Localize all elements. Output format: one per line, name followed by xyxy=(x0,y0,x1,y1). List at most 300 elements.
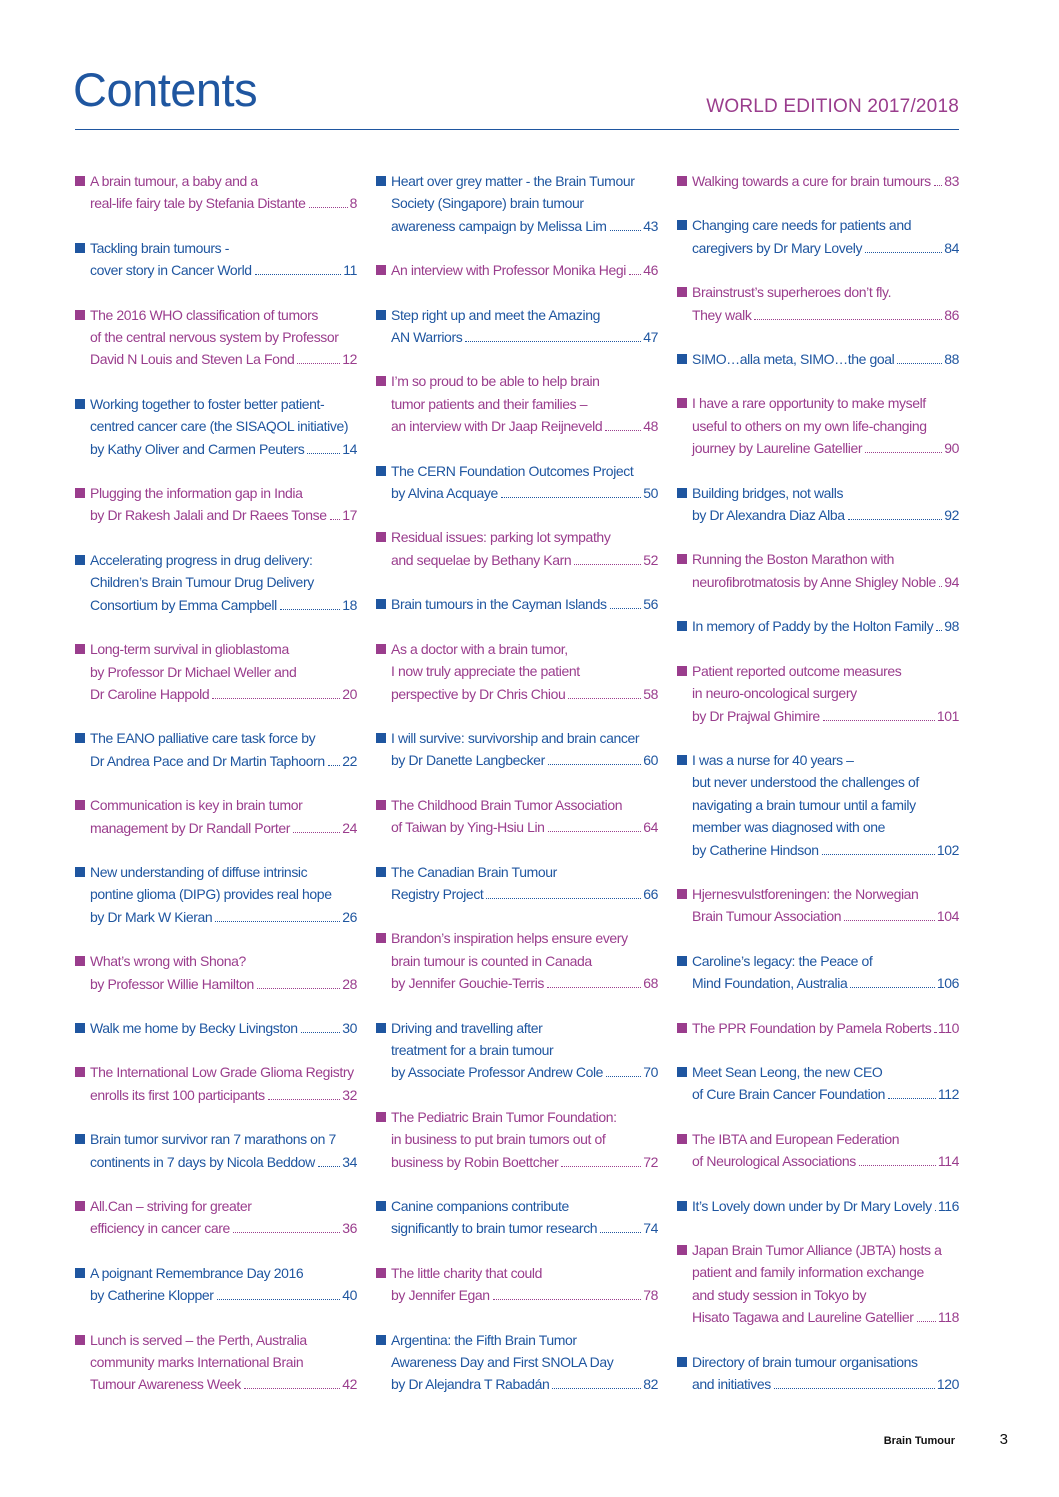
bullet-square-icon xyxy=(376,466,386,476)
toc-entry-title: Communication is key in brain tumor xyxy=(90,797,303,814)
toc-entry-title-end: Hisato Tagawa and Laureline Gatellier xyxy=(692,1309,914,1326)
toc-entry-title: As a doctor with a brain tumor, I now truly appreciate the patient xyxy=(391,640,580,680)
toc-entry-title-end: It’s Lovely down under by Dr Mary Lovely xyxy=(692,1197,932,1214)
toc-page-number: 92 xyxy=(944,507,959,524)
toc-entry[interactable] xyxy=(677,1195,959,1217)
dot-leader xyxy=(330,519,341,520)
bullet-square-icon xyxy=(376,1023,386,1033)
dot-leader xyxy=(935,1210,936,1211)
bullet-square-icon xyxy=(75,1023,85,1033)
bullet-square-icon xyxy=(677,1245,687,1255)
toc-entry[interactable] xyxy=(376,638,658,705)
toc-page-number: 60 xyxy=(643,752,658,769)
toc-entry[interactable] xyxy=(75,482,357,527)
toc-page-number: 72 xyxy=(643,1153,658,1170)
toc-entry[interactable] xyxy=(677,348,959,370)
toc-entry-title: I will survive: survivorship and brain cancer xyxy=(391,729,640,746)
dot-leader xyxy=(850,987,934,988)
toc-page-number: 40 xyxy=(342,1287,357,1304)
toc-entry[interactable] xyxy=(75,1262,357,1307)
toc-entry-title: The IBTA and European Federation xyxy=(692,1130,900,1147)
toc-page-number: 74 xyxy=(643,1220,658,1237)
bullet-square-icon xyxy=(75,956,85,966)
bullet-square-icon xyxy=(75,800,85,810)
toc-entry-title-end: significantly to brain tumor research xyxy=(391,1220,598,1237)
toc-entry-title-end: enrolls its first 100 participants xyxy=(90,1086,265,1103)
dot-leader xyxy=(465,341,641,342)
toc-entry-title: Brandon’s inspiration helps ensure every brain tumour is counted in Canada xyxy=(391,930,628,969)
toc-entry-title: Directory of brain tumour organisations xyxy=(692,1353,918,1370)
toc-page-number: 11 xyxy=(343,262,357,279)
toc-entry[interactable] xyxy=(376,1262,658,1307)
toc-entry-title-end: Consortium by Emma Campbell xyxy=(90,596,277,613)
toc-page-number: 114 xyxy=(937,1153,959,1170)
bullet-square-icon xyxy=(677,621,687,631)
toc-entry-title: All.Can – striving for greater xyxy=(90,1198,252,1214)
toc-entry-title: Plugging the information gap in India xyxy=(90,485,303,502)
dot-leader xyxy=(606,1076,641,1077)
dot-leader xyxy=(561,1166,641,1167)
toc-entry-title: Caroline’s legacy: the Peace of xyxy=(692,952,873,969)
dot-leader xyxy=(568,698,641,699)
dot-leader xyxy=(548,764,641,765)
dot-leader xyxy=(822,854,935,855)
toc-entry-title-end: In memory of Paddy by the Holton Family xyxy=(692,618,934,635)
dot-leader xyxy=(244,1388,340,1389)
toc-page-number: 52 xyxy=(643,551,658,568)
toc-entry-title-end: by Associate Professor Andrew Cole xyxy=(391,1064,604,1081)
toc-entry[interactable] xyxy=(677,660,959,727)
toc-page-number: 102 xyxy=(936,841,959,858)
bullet-square-icon xyxy=(75,1335,85,1345)
toc-entry-title-end: neurofibrotmatosis by Anne Shigley Noble xyxy=(692,573,936,590)
bullet-square-icon xyxy=(376,733,386,743)
toc-entry-title-end: of Cure Brain Cancer Foundation xyxy=(692,1086,886,1103)
bullet-square-icon xyxy=(376,1335,386,1345)
dot-leader xyxy=(255,274,342,275)
bullet-square-icon xyxy=(376,1201,386,1211)
toc-entry[interactable] xyxy=(677,749,959,861)
dot-leader xyxy=(848,519,943,520)
toc-entry[interactable] xyxy=(376,170,658,237)
dot-leader xyxy=(309,207,348,208)
toc-entry-title-end: cover story in Cancer World xyxy=(90,262,252,279)
toc-entry-title: Meet Sean Leong, the new CEO xyxy=(692,1063,883,1080)
toc-page-number: 58 xyxy=(643,685,658,702)
dot-leader xyxy=(293,832,340,833)
toc-entry-title-end: efficiency in cancer care xyxy=(90,1220,230,1237)
dot-leader xyxy=(212,698,340,699)
toc-page-number: 34 xyxy=(342,1153,357,1170)
dot-leader xyxy=(297,363,340,364)
bullet-square-icon xyxy=(376,644,386,654)
dot-leader xyxy=(600,1232,641,1233)
dot-leader xyxy=(629,274,641,275)
dot-leader xyxy=(865,452,942,453)
toc-entry-title-end: by Jennifer Gouchie-Terris xyxy=(391,975,544,992)
edition-label: WORLD EDITION 2017/2018 xyxy=(706,96,959,117)
bullet-square-icon xyxy=(376,310,386,320)
footer-publication: Brain Tumour xyxy=(883,1435,955,1447)
toc-page-number: 56 xyxy=(643,596,658,613)
bullet-square-icon xyxy=(677,1067,687,1077)
toc-entry-title-end: business by Robin Boettcher xyxy=(391,1153,559,1170)
toc-entry[interactable] xyxy=(376,1195,658,1240)
toc-entry-title-end: by Kathy Oliver and Carmen Peuters xyxy=(90,440,305,457)
toc-entry-title-end: real-life fairy tale by Stefania Distante xyxy=(90,195,306,212)
toc-entry-title: The CERN Foundation Outcomes Project xyxy=(391,462,634,479)
toc-entry-title: Brain tumor survivor ran 7 marathons on 7 xyxy=(90,1131,336,1148)
toc-entry-title-end: SIMO…alla meta, SIMO…the goal xyxy=(692,351,895,368)
toc-entry[interactable] xyxy=(677,548,959,593)
toc-page-number: 42 xyxy=(342,1376,357,1393)
toc-entry[interactable] xyxy=(75,727,357,772)
dot-leader xyxy=(301,1032,341,1033)
toc-entry-title-end: awareness campaign by Melissa Lim xyxy=(391,217,607,234)
toc-page-number: 47 xyxy=(643,329,658,346)
bullet-square-icon xyxy=(677,554,687,564)
dot-leader xyxy=(823,720,935,721)
contents-column-3 xyxy=(677,170,959,1395)
toc-entry-title-end: and initiatives xyxy=(692,1376,771,1393)
toc-page-number: 90 xyxy=(944,440,959,457)
toc-page-number: 88 xyxy=(944,351,959,368)
dot-leader xyxy=(844,920,935,921)
toc-entry[interactable] xyxy=(75,1128,357,1173)
toc-entry-title: Heart over grey matter - the Brain Tumour Society (Singapore) brain tumour xyxy=(391,173,635,212)
toc-page-number: 98 xyxy=(944,618,959,635)
toc-entry[interactable] xyxy=(75,794,357,839)
toc-page-number: 30 xyxy=(342,1019,357,1036)
toc-entry-title-end: by Dr Mark W Kieran xyxy=(90,908,213,925)
toc-page-number: 28 xyxy=(342,975,357,992)
toc-entry-title: The International Low Grade Glioma Registry xyxy=(90,1064,354,1081)
toc-entry-title-end: and sequelae by Bethany Karn xyxy=(391,551,572,568)
toc-entry[interactable] xyxy=(75,950,357,995)
toc-page-number: 24 xyxy=(342,819,357,836)
toc-entry-title-end: by Professor Willie Hamilton xyxy=(90,975,254,992)
bullet-square-icon xyxy=(75,488,85,498)
toc-page-number: 84 xyxy=(944,239,959,256)
dot-leader xyxy=(233,1232,340,1233)
toc-entry-title: Argentina: the Fifth Brain Tumor Awareness Day and First SNOLA Day xyxy=(391,1331,614,1371)
toc-entry[interactable] xyxy=(677,214,959,259)
toc-entry-title: Changing care needs for patients and xyxy=(692,217,912,234)
toc-entry-title-end: Tumour Awareness Week xyxy=(90,1376,241,1393)
toc-entry-title-end: by Dr Prajwal Ghimire xyxy=(692,707,820,724)
toc-page-number: 8 xyxy=(349,195,357,212)
toc-entry[interactable] xyxy=(677,392,959,459)
toc-page-number: 32 xyxy=(342,1086,357,1103)
toc-entry-title: Step right up and meet the Amazing xyxy=(391,306,600,323)
toc-entry[interactable] xyxy=(376,727,658,772)
toc-entry[interactable] xyxy=(677,1239,959,1329)
toc-entry[interactable] xyxy=(677,482,959,527)
toc-entry-title: Accelerating progress in drug delivery: Children’s Brain Tumour Drug Delivery xyxy=(90,551,314,591)
bullet-square-icon xyxy=(75,310,85,320)
bullet-square-icon xyxy=(75,644,85,654)
toc-entry-title: The 2016 WHO classification of tumors of the central nervous system by Professor xyxy=(90,306,339,346)
toc-entry-title-end: caregivers by Dr Mary Lovely xyxy=(692,239,863,256)
dot-leader xyxy=(936,630,942,631)
bullet-square-icon xyxy=(376,800,386,810)
bullet-square-icon xyxy=(677,1134,687,1144)
toc-entry-title: The Childhood Brain Tumor Association xyxy=(391,796,623,813)
toc-page-number: 12 xyxy=(342,351,357,368)
toc-page-number: 46 xyxy=(643,262,658,279)
bullet-square-icon xyxy=(677,956,687,966)
toc-entry-title: A brain tumour, a baby and a xyxy=(90,173,258,189)
toc-entry-title-end: The PPR Foundation by Pamela Roberts xyxy=(692,1019,932,1036)
toc-entry-title-end: of Neurological Associations xyxy=(692,1153,856,1170)
toc-page-number: 43 xyxy=(643,217,658,234)
dot-leader xyxy=(486,898,641,899)
toc-entry-title-end: by Jennifer Egan xyxy=(391,1287,490,1304)
bullet-square-icon xyxy=(75,1268,85,1278)
toc-entry[interactable] xyxy=(677,1351,959,1396)
toc-entry[interactable] xyxy=(75,393,357,460)
toc-entry-title: Canine companions contribute xyxy=(391,1198,569,1214)
toc-entry-title-end: by Dr Alejandra T Rabadán xyxy=(391,1376,550,1393)
bullet-square-icon xyxy=(75,1067,85,1077)
bullet-square-icon xyxy=(376,933,386,943)
toc-entry[interactable] xyxy=(75,304,357,371)
dot-leader xyxy=(939,586,942,587)
bullet-square-icon xyxy=(75,243,85,253)
toc-entry-title-end: Walk me home by Becky Livingston xyxy=(90,1019,298,1036)
toc-page-number: 18 xyxy=(342,596,357,613)
dot-leader xyxy=(859,1165,936,1166)
bullet-square-icon xyxy=(677,1023,687,1033)
toc-page-number: 106 xyxy=(936,975,959,992)
toc-entry[interactable] xyxy=(677,281,959,326)
dot-leader xyxy=(493,1299,642,1300)
toc-entry[interactable] xyxy=(376,593,658,615)
bullet-square-icon xyxy=(376,1268,386,1278)
toc-page-number: 22 xyxy=(342,752,357,769)
bullet-square-icon xyxy=(376,176,386,186)
toc-entry-title: The little charity that could xyxy=(391,1264,543,1281)
toc-entry[interactable] xyxy=(376,460,658,505)
toc-entry-title: Residual issues: parking lot sympathy xyxy=(391,529,611,546)
bullet-square-icon xyxy=(677,176,687,186)
toc-entry[interactable] xyxy=(75,237,357,282)
dot-leader xyxy=(865,252,942,253)
dot-leader xyxy=(574,564,641,565)
bullet-square-icon xyxy=(677,398,687,408)
toc-entry[interactable] xyxy=(75,170,357,215)
bullet-square-icon xyxy=(376,376,386,386)
toc-entry-title: New understanding of diffuse intrinsic pontine glioma (DIPG) provides real hope xyxy=(90,863,332,903)
bullet-square-icon xyxy=(75,867,85,877)
bullet-square-icon xyxy=(677,220,687,230)
toc-entry[interactable] xyxy=(75,1061,357,1106)
dot-leader xyxy=(547,987,641,988)
toc-entry-title: Long-term survival in glioblastoma by Professor Dr Michael Weller and xyxy=(90,641,297,680)
bullet-square-icon xyxy=(75,1201,85,1211)
contents-column-2 xyxy=(376,170,658,1396)
bullet-square-icon xyxy=(677,354,687,364)
toc-page-number: 36 xyxy=(342,1220,357,1237)
toc-entry[interactable] xyxy=(75,549,357,616)
toc-entry[interactable] xyxy=(376,861,658,906)
toc-entry[interactable] xyxy=(376,1106,658,1173)
toc-entry-title: I have a rare opportunity to make myself useful to others on my own life-changing xyxy=(692,395,927,434)
toc-entry-title: Running the Boston Marathon with xyxy=(692,551,894,568)
bullet-square-icon xyxy=(75,733,85,743)
toc-page-number: 86 xyxy=(944,306,959,323)
dot-leader xyxy=(917,1321,936,1322)
dot-leader xyxy=(501,497,641,498)
header-rule xyxy=(75,129,959,130)
toc-entry[interactable] xyxy=(677,1017,959,1039)
dot-leader xyxy=(605,430,641,431)
toc-entry[interactable] xyxy=(75,1329,357,1396)
bullet-square-icon xyxy=(376,265,386,275)
toc-entry[interactable] xyxy=(677,170,959,192)
toc-entry[interactable] xyxy=(677,615,959,637)
toc-page-number: 101 xyxy=(936,707,959,724)
toc-entry-title: What’s wrong with Shona? xyxy=(90,953,246,970)
toc-page-number: 70 xyxy=(643,1064,658,1081)
toc-entry-title-end: Dr Andrea Pace and Dr Martin Taphoorn xyxy=(90,752,325,769)
toc-entry-title: The Canadian Brain Tumour xyxy=(391,863,557,880)
bullet-square-icon xyxy=(75,1134,85,1144)
toc-entry-title-end: continents in 7 days by Nicola Beddow xyxy=(90,1153,315,1170)
toc-entry-title-end: Registry Project xyxy=(391,885,484,902)
toc-entry-title: Brainstrust’s superheroes don’t fly. xyxy=(692,284,892,301)
bullet-square-icon xyxy=(677,488,687,498)
dot-leader xyxy=(888,1098,936,1099)
toc-page-number: 68 xyxy=(643,975,658,992)
dot-leader xyxy=(318,1166,340,1167)
dot-leader xyxy=(774,1388,935,1389)
toc-entry[interactable] xyxy=(376,1329,658,1396)
toc-page-number: 118 xyxy=(937,1309,959,1326)
toc-entry[interactable] xyxy=(677,883,959,928)
toc-page-number: 26 xyxy=(342,908,357,925)
toc-entry-title-end: journey by Laureline Gatellier xyxy=(692,440,863,457)
bullet-square-icon xyxy=(677,889,687,899)
bullet-square-icon xyxy=(75,555,85,565)
dot-leader xyxy=(280,609,340,610)
toc-page-number: 104 xyxy=(936,908,959,925)
toc-page-number: 112 xyxy=(937,1086,959,1103)
dot-leader xyxy=(548,831,642,832)
dot-leader xyxy=(610,608,642,609)
bullet-square-icon xyxy=(376,1112,386,1122)
dot-leader xyxy=(307,453,340,454)
toc-page-number: 110 xyxy=(937,1019,959,1036)
dot-leader xyxy=(754,319,942,320)
toc-page-number: 64 xyxy=(643,819,658,836)
toc-entry-title-end: by Dr Danette Langbecker xyxy=(391,752,545,769)
toc-entry[interactable] xyxy=(376,1017,658,1084)
toc-entry-title: I’m so proud to be able to help brain tumor patients and their families – xyxy=(391,373,600,412)
toc-entry-title-end: by Dr Alexandra Diaz Alba xyxy=(692,507,845,524)
bullet-square-icon xyxy=(677,755,687,765)
toc-page-number: 14 xyxy=(342,440,357,457)
dot-leader xyxy=(257,988,340,989)
toc-entry[interactable] xyxy=(376,304,658,349)
toc-page-number: 83 xyxy=(944,173,959,189)
toc-entry-title-end: by Alvina Acquaye xyxy=(391,485,498,502)
dot-leader xyxy=(552,1388,641,1389)
toc-entry[interactable] xyxy=(376,794,658,839)
toc-entry-title: Patient reported outcome measures in neuro-oncological surgery xyxy=(692,662,902,702)
bullet-square-icon xyxy=(376,532,386,542)
toc-entry-title: The EANO palliative care task force by xyxy=(90,730,316,747)
toc-entry-title-end: perspective by Dr Chris Chiou xyxy=(391,685,566,702)
dot-leader xyxy=(934,1032,936,1033)
dot-leader xyxy=(610,230,642,231)
toc-page-number: 48 xyxy=(643,418,658,435)
toc-entry[interactable] xyxy=(376,526,658,571)
toc-entry-title-end: by Dr Rakesh Jalali and Dr Raees Tonse xyxy=(90,507,327,524)
toc-entry-title-end: by Catherine Klopper xyxy=(90,1287,214,1304)
toc-entry-title-end: by Catherine Hindson xyxy=(692,841,819,858)
toc-entry-title: Building bridges, not walls xyxy=(692,484,844,501)
toc-entry[interactable] xyxy=(677,950,959,995)
dot-leader xyxy=(897,363,942,364)
toc-entry-title: The Pediatric Brain Tumor Foundation: in business to put brain tumors out of xyxy=(391,1108,617,1148)
toc-entry-title: Driving and travelling after treatment for a brain tumour xyxy=(391,1019,554,1058)
toc-entry[interactable] xyxy=(75,1017,357,1039)
toc-entry-title: A poignant Remembrance Day 2016 xyxy=(90,1264,304,1281)
toc-entry[interactable] xyxy=(677,1128,959,1173)
toc-entry-title: I was a nurse for 40 years – but never understood the challenges of navigating a brain tumour until a family member was diagnosed with one xyxy=(692,751,919,836)
dot-leader xyxy=(934,185,943,186)
bullet-square-icon xyxy=(376,599,386,609)
toc-entry[interactable] xyxy=(677,1061,959,1106)
toc-entry[interactable] xyxy=(376,370,658,437)
toc-entry-title-end: Mind Foundation, Australia xyxy=(692,975,848,992)
toc-entry[interactable] xyxy=(75,861,357,928)
bullet-square-icon xyxy=(677,1201,687,1211)
toc-entry[interactable] xyxy=(75,1195,357,1240)
toc-page-number: 66 xyxy=(643,885,658,902)
toc-page-number: 94 xyxy=(944,573,959,590)
toc-entry-title-end: David N Louis and Steven La Fond xyxy=(90,351,295,368)
toc-entry-title-end: Brain tumours in the Cayman Islands xyxy=(391,596,607,613)
toc-page-number: 82 xyxy=(643,1376,658,1393)
toc-entry-title-end: They walk xyxy=(692,306,752,323)
bullet-square-icon xyxy=(677,287,687,297)
toc-entry-title-end: Brain Tumour Association xyxy=(692,908,842,925)
toc-page-number: 120 xyxy=(936,1376,959,1393)
toc-page-number: 20 xyxy=(342,685,357,702)
bullet-square-icon xyxy=(677,1357,687,1367)
toc-entry[interactable] xyxy=(75,638,357,705)
page-number: 3 xyxy=(999,1431,1008,1448)
toc-entry-title-end: An interview with Professor Monika Hegi xyxy=(391,262,626,279)
page-title: Contents xyxy=(73,63,258,116)
toc-entry-title-end: AN Warriors xyxy=(391,329,463,346)
toc-entry-title: Tackling brain tumours - xyxy=(90,239,230,256)
toc-entry[interactable] xyxy=(376,259,658,281)
bullet-square-icon xyxy=(75,399,85,409)
toc-page-number: 17 xyxy=(342,507,357,524)
dot-leader xyxy=(215,921,340,922)
bullet-square-icon xyxy=(376,867,386,877)
toc-entry[interactable] xyxy=(376,927,658,994)
toc-page-number: 50 xyxy=(643,485,658,502)
toc-entry-title-end: management by Dr Randall Porter xyxy=(90,819,291,836)
toc-page-number: 78 xyxy=(643,1287,658,1304)
dot-leader xyxy=(328,765,340,766)
toc-entry-title-end: an interview with Dr Jaap Reijneveld xyxy=(391,418,603,435)
toc-entry-title: Lunch is served – the Perth, Australia community marks International Brain xyxy=(90,1331,307,1371)
